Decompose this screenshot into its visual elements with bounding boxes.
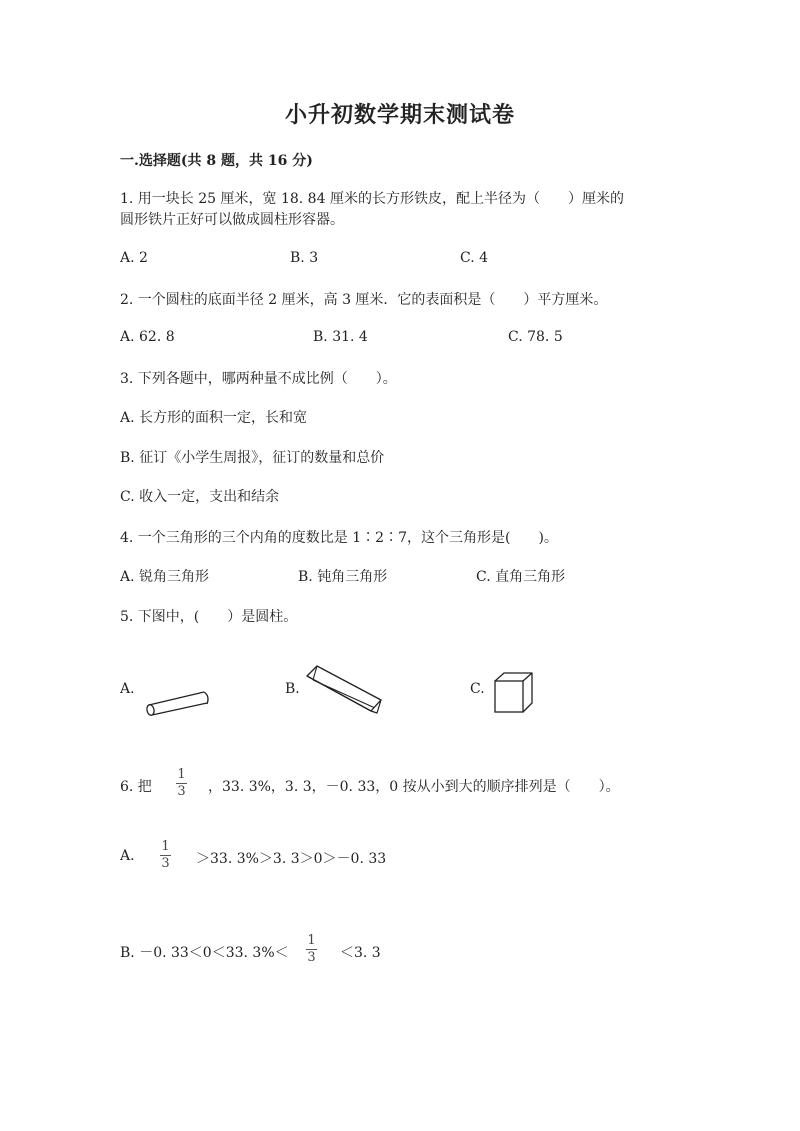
- cube-figure: [492, 670, 536, 716]
- question-2-option-c: C. 78. 5: [508, 329, 563, 345]
- fraction-one-third: [160, 840, 171, 871]
- question-5-option-a: A.: [120, 681, 135, 697]
- fraction-denominator: 3: [177, 784, 186, 799]
- question-3-option-c: C. 收入一定，支出和结余: [120, 489, 280, 505]
- question-3-option-b: B. 征订《小学生周报》，征订的数量和总价: [120, 450, 385, 466]
- question-5-option-c: C.: [470, 681, 485, 697]
- question-1-option-c: C. 4: [460, 250, 489, 266]
- question-6-prefix: 6. 把: [120, 779, 152, 795]
- cylinder-figure: [142, 686, 214, 718]
- fraction-numerator: 1: [161, 839, 170, 854]
- fraction-one-third: [176, 768, 187, 799]
- question-5-text: 5. 下图中，( ）是圆柱。: [120, 609, 298, 625]
- fraction-denominator: 3: [307, 950, 316, 965]
- question-6-option-b-rest: ＜3. 3: [340, 945, 381, 961]
- question-6-option-a-text: ＞33. 3%＞3. 3＞0＞－0. 33: [196, 851, 387, 867]
- question-3-text: 3. 下列各题中，哪两种量不成比例（ ）。: [120, 371, 397, 387]
- fraction-numerator: 1: [177, 767, 186, 782]
- question-4-option-b: B. 钝角三角形: [298, 569, 388, 585]
- question-1-line-2: 圆形铁片正好可以做成圆柱形容器。: [120, 212, 344, 228]
- fraction-one-third: [306, 934, 317, 965]
- question-1-line-1: 1. 用一块长 25 厘米，宽 18. 84 厘米的长方形铁皮，配上半径为（ ）厘米的: [120, 191, 624, 207]
- question-1-option-a: A. 2: [120, 250, 148, 266]
- question-2-option-a: A. 62. 8: [120, 329, 175, 345]
- question-2-text: 2. 一个圆柱的底面半径 2 厘米，高 3 厘米．它的表面积是（ ）平方厘米。: [120, 292, 608, 308]
- question-6-text: ，33. 3%，3. 3，－0. 33，0 按从小到大的顺序排列是（ ）。: [208, 779, 620, 795]
- question-5-option-b: B.: [285, 681, 300, 697]
- question-6-option-b-text: B. －0. 33＜0＜33. 3%＜: [120, 945, 289, 961]
- section-heading: 一.选择题(共 8 题，共 16 分): [120, 153, 313, 169]
- triangular-prism-figure: [303, 664, 385, 716]
- question-4-option-c: C. 直角三角形: [476, 569, 566, 585]
- fraction-denominator: 3: [161, 856, 170, 871]
- question-6-option-a-label: A.: [120, 848, 135, 864]
- fraction-numerator: 1: [307, 933, 316, 948]
- question-3-option-a: A. 长方形的面积一定，长和宽: [120, 410, 308, 426]
- question-2-option-b: B. 31. 4: [313, 329, 368, 345]
- page-title: 小升初数学期末测试卷: [284, 102, 515, 128]
- question-1-option-b: B. 3: [290, 250, 319, 266]
- question-4-text: 4. 一个三角形的三个内角的度数比是 1∶2∶7，这个三角形是( )。: [120, 530, 558, 546]
- question-4-option-a: A. 锐角三角形: [120, 569, 210, 585]
